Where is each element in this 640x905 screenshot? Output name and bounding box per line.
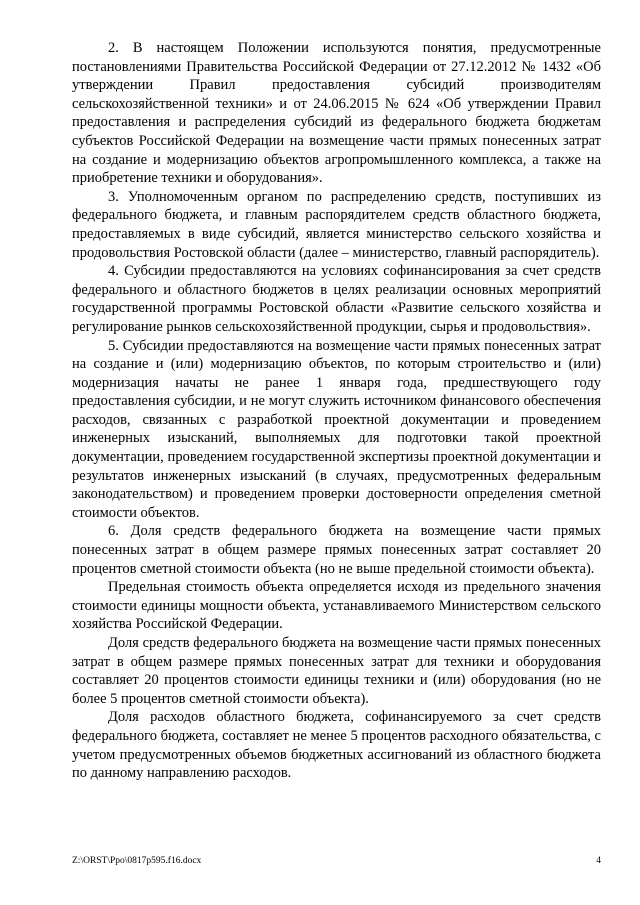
paragraph-4: 4. Субсидии предоставляются на условиях софинансирования за счет средств федерального и областного бюджетов в целях реализации основных мероприятий государственной программы Ростовской области «Развитие сельского хозяйства и регулирование рынков сельскохозяйственной продукции, сырья и продовольствия». bbox=[72, 263, 601, 335]
page-number: 4 bbox=[596, 856, 601, 866]
paragraph-6-regional-share: Доля расходов областного бюджета, софинансируемого за счет средств федерального бюджета, составляет не менее 5 процентов расходного обязательства, с учетом предусмотренных объемов бюджетных ассигнований из областного бюджета по данному направлению расходов. bbox=[72, 709, 601, 782]
paragraph-3: 3. Уполномоченным органом по распределению средств, поступивших из федерального бюджета, и главным распорядителем средств областного бюджета, предоставляемых в виде субсидий, является министерство сельского хозяйства и продовольствия Ростовской области (далее – министерство, главный распорядитель). bbox=[72, 188, 601, 261]
paragraph-5: 5. Субсидии предоставляются на возмещение части прямых понесенных затрат на создание и (или) модернизацию объектов, по которым строительство и (или) модернизация начаты не ранее 1 января года, предшествующего году предоставления субсидии, и не могут служить источником финансового обеспечения расходов, связанных с разработкой проектной документации и проведением инженерных изысканий, выполняемых для подготовки такой проектной документации, проведением государственной экспертизы проектной документации и результатов инженерных изысканий (в случаях, предусмотренных федеральным законодательством) и проведением проверки достоверности определения сметной стоимости объектов. bbox=[72, 337, 601, 521]
footer-file-path: Z:\ORST\Ppo\0817p595.f16.docx bbox=[72, 856, 202, 866]
document-body bbox=[72, 39, 601, 783]
paragraph-6: 6. Доля средств федерального бюджета на возмещение части прямых понесенных затрат в общем размере прямых понесенных затрат составляет 20 процентов сметной стоимости объекта (но не выше предельной стоимости объекта). bbox=[72, 523, 601, 577]
paragraph-6-limit-cost: Предельная стоимость объекта определяется исходя из предельного значения стоимости единицы мощности объекта, устанавливаемого Министерством сельского хозяйства Российской Федерации. bbox=[72, 579, 601, 633]
paragraph-6-equipment-share: Доля средств федерального бюджета на возмещение части прямых понесенных затрат в общем размере прямых понесенных затрат для техники и оборудования составляет 20 процентов стоимости единицы техники и (или) оборудования (но не более 5 процентов сметной стоимости объекта). bbox=[72, 635, 601, 707]
paragraph-2: 2. В настоящем Положении используются понятия, предусмотренные постановлениями Правительства Российской Федерации от 27.12.2012 № 1432 «Об утверждении Правил предоставления субсидий производителям сельскохозяйственной техники» и от 24.06.2015 № 624 «Об утверждении Правил предоставления и распределения субсидий из федерального бюджета бюджетам субъектов Российской Федерации на возмещение части прямых понесенных затрат на создание и модернизацию объектов агропромышленного комплекса, а также на приобретение техники и оборудования». bbox=[72, 40, 601, 187]
